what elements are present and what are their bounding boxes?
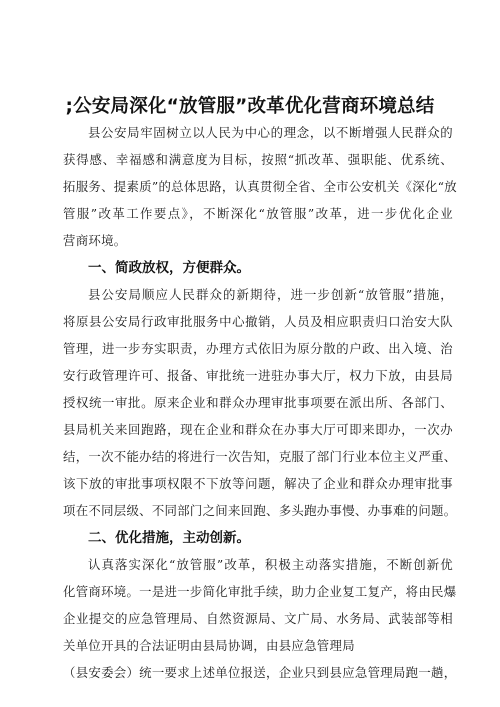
paragraph-line: （县安委会）统一要求上述单位报送，企业只到县应急管理局跑一趟，	[63, 665, 457, 680]
paragraph-line: 县公安局顺应人民群众的新期待，进一步创新“放管服”措施，	[88, 287, 453, 302]
paragraph-line: 县局机关来回跑路，现在企业和群众在办事大厅可即来即办，一次办	[63, 422, 453, 437]
paragraph-line: 拓服务、提素质”的总体思路，认真贯彻全省、全市公安机关《深化“放	[63, 179, 457, 194]
paragraph-line: 获得感、幸福感和满意度为目标，按照“抓改革、强职能、优系统、	[63, 152, 453, 167]
paragraph-line: 关单位开具的合法证明由县局协调，由县应急管理局	[63, 638, 355, 653]
paragraph-line: 营商环境。	[63, 233, 127, 248]
paragraph-line: 授权统一审批。原来企业和群众办理审批事项要在派出所、各部门、	[63, 395, 453, 410]
paragraph-line: 结，一次不能办结的将进行一次告知，克服了部门行业本位主义严重、	[63, 449, 457, 464]
paragraph-line: 认真落实深化“放管服”改革，积极主动落实措施，不断创新优	[88, 557, 453, 572]
paragraph-line: 安行政管理许可、报备、审批统一进驻办事大厅，权力下放，由县局	[63, 368, 453, 383]
paragraph-line: 管服”改革工作要点》，不断深化“放管服”改革，进一步优化企业	[63, 206, 453, 221]
document-title: ;公安局深化“放管服”改革优化营商环境总结	[65, 96, 435, 117]
paragraph-line: 管理，进一步夯实职责，办理方式依旧为原分散的户政、出入境、治	[63, 341, 453, 356]
paragraph-line: 县公安局牢固树立以人民为中心的理念，以不断增强人民群众的	[88, 125, 453, 140]
paragraph-line: 化管商环境。一是进一步简化审批手续，助力企业复工复产，将由民爆	[63, 584, 457, 599]
section-heading-2: 二、优化措施，主动创新。	[88, 530, 250, 546]
section-heading-1: 一、简政放权，方便群众。	[88, 260, 250, 276]
paragraph-line: 该下放的审批事项权限不下放等问题，解决了企业和群众办理审批事	[63, 476, 453, 491]
paragraph-line: 企业提交的应急管理局、自然资源局、文广局、水务局、武装部等相	[63, 611, 453, 626]
paragraph-line: 项在不同层级、不同部门之间来回跑、多头跑办事慢、办事难的问题。	[63, 503, 457, 518]
paragraph-line: 将原县公安局行政审批服务中心撤销，人员及相应职责归口治安大队	[63, 314, 453, 329]
